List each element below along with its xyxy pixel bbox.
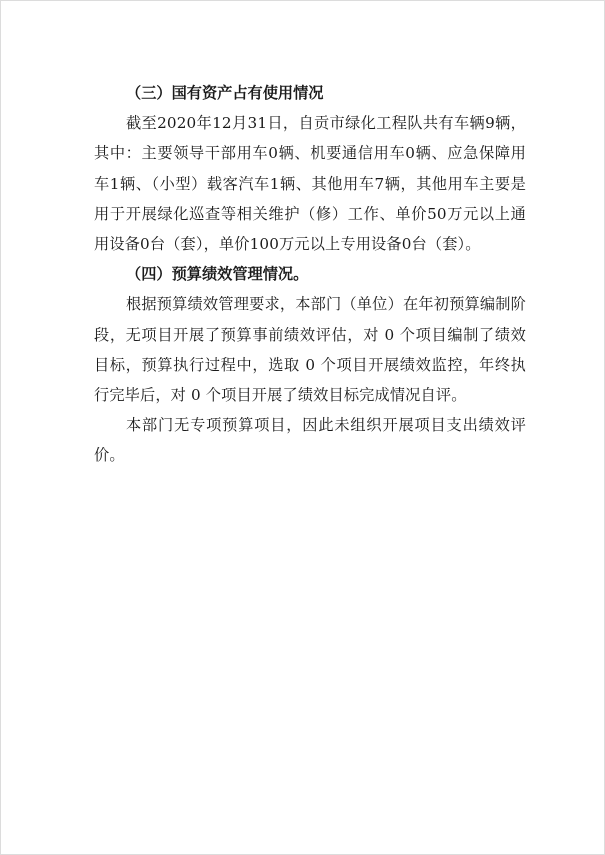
paragraph-asset-usage: 截至2020年12月31日，自贡市绿化工程队共有车辆9辆，其中：主要领导干部用车0辆、机要通信用车0辆、应急保障用车1辆、（小型）载客汽车1辆、其他用车7辆，其他用车主要是用于开展绿化巡查等相关维护（修）工作、单价50万元以上通用设备0台（套），单价100万元以上专用设备0台（套）。 bbox=[94, 114, 526, 254]
paragraph-project-evaluation: 本部门无专项预算项目，因此未组织开展项目支出绩效评价。 bbox=[94, 416, 526, 465]
section-heading-asset-usage: （三）国有资产占有使用情况 bbox=[126, 84, 324, 102]
section-heading-performance-management: （四）预算绩效管理情况。 bbox=[126, 265, 309, 284]
document-body bbox=[94, 78, 526, 471]
paragraph-performance-management: 根据预算绩效管理要求，本部门（单位）在年初预算编制阶段，无项目开展了预算事前绩效评估，对 0 个项目编制了绩效目标，预算执行过程中，选取 0 个项目开展绩效监控，年终执行完毕后，对 0 个项目开展了绩效目标完成情况自评。 bbox=[94, 295, 526, 405]
